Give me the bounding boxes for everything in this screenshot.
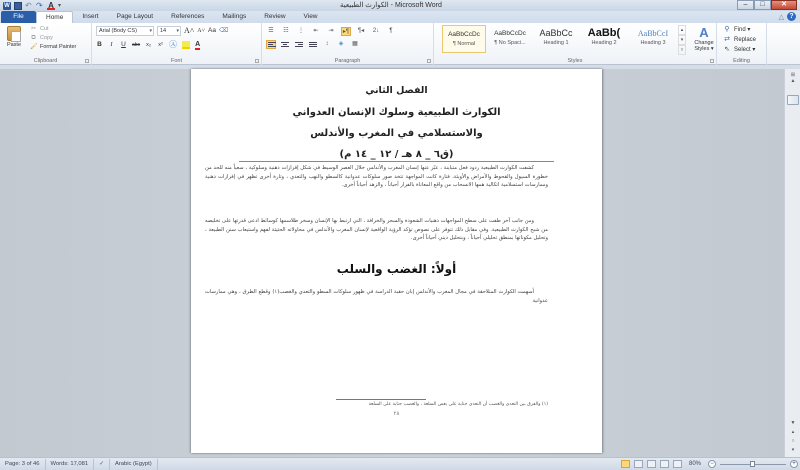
print-layout-view-button[interactable] [621,460,630,468]
gallery-more-button[interactable]: ▿ [678,45,686,55]
zoom-out-button[interactable]: − [708,460,716,468]
select-button[interactable] [723,45,756,55]
font-size-combo[interactable]: 14 ▾ [157,26,181,36]
clear-formatting-icon[interactable]: ⌫ [218,27,229,34]
paste-label: Paste [6,42,22,48]
zoom-slider[interactable] [720,460,786,468]
footnote-separator [336,399,426,400]
page-count[interactable]: Page: 3 of 46 [0,459,46,470]
replace-button[interactable] [723,35,756,45]
status-right [621,458,798,470]
brush-icon: 🖌 [30,44,38,50]
tab-references[interactable]: References [171,13,205,20]
tab-review[interactable]: Review [264,13,286,20]
customize-qat-icon[interactable]: ▾ [58,2,62,9]
style-preview: AaBbCc [539,28,573,38]
next-page-button[interactable]: ▾ [791,447,795,453]
style-name: Heading 1 [543,40,569,46]
word-count[interactable]: Words: 17,081 [46,459,95,470]
shading-icon[interactable]: ◈ [338,41,344,47]
style-heading-2[interactable] [582,25,626,53]
copy-button[interactable] [30,34,76,43]
help-icon[interactable]: ? [787,12,796,21]
title-line-3: (ق٦ _ ٨ هـ / ١٢ _ ١٤ م) [339,149,454,160]
format-painter-button[interactable] [30,43,76,52]
change-styles-button[interactable] [689,26,719,52]
styles-group-label: Styles [567,58,583,64]
style-no-spacing[interactable] [488,25,532,53]
style-heading-1[interactable] [534,25,578,53]
gallery-down-button[interactable]: ▾ [678,35,686,45]
font-group [92,23,262,65]
styles-gallery [441,25,729,55]
body-paragraph-3: أسهمت الكوارث المتلاحقة في مجال المغرب والأندلس إبان حقبة الدراسة في ظهور سلوكات السطو والتعدي والغصب(١) وقطع الطرق ، وهي ممارسات عدوانية [205,289,548,304]
multilevel-list-icon[interactable]: ⋮ [298,28,304,34]
underline-button[interactable]: U [121,41,126,48]
minimize-ribbon-icon[interactable]: △ [778,13,784,21]
document-page[interactable] [191,69,602,453]
page-number: ٢٨ [393,411,400,417]
tab-mailings[interactable]: Mailings [222,13,247,20]
style-preview: AaBbCcDc [494,30,526,37]
tab-page-layout[interactable]: Page Layout [116,13,154,20]
web-layout-view-button[interactable] [647,460,656,468]
help-area [779,12,796,21]
scroll-up-button[interactable]: ▲ [790,78,796,84]
find-button[interactable] [723,25,756,35]
status-bar [0,457,800,470]
align-center-icon[interactable] [280,40,290,49]
styles-gallery-scroll [678,25,686,53]
window-title: الكوارث الطبيعية - Microsoft Word [340,2,442,9]
increase-indent-icon[interactable]: ⇥ [328,28,334,34]
word-app-icon[interactable]: W [4,2,10,9]
quick-access-toolbar [0,0,66,11]
binoculars-icon: ⚲ [724,26,730,33]
clipboard-group [0,23,92,65]
font-group-label: Font [170,58,182,64]
find-label: Find ▾ [734,27,751,33]
zoom-in-button[interactable]: + [790,460,798,468]
left-to-right-icon[interactable]: ▸¶ [342,29,350,35]
clipboard-group-label: Clipboard [33,58,58,64]
copy-label: Copy [40,35,53,41]
outline-view-button[interactable] [660,460,669,468]
ribbon [0,23,800,65]
line-spacing-icon[interactable]: ↕ [325,41,329,47]
editing-group-label: Editing [733,58,750,64]
paragraph-group [262,23,434,65]
highlight-icon[interactable] [182,41,190,49]
draft-view-button[interactable] [673,460,682,468]
undo-icon[interactable]: ↶ [25,0,32,10]
tab-insert[interactable]: Insert [82,13,99,20]
zoom-level[interactable]: 80% [688,461,701,467]
change-styles-label: Change Styles ▾ [694,40,714,52]
scroll-down-button[interactable]: ▼ [790,420,796,426]
style-preview: AaBbCcDc [448,31,480,38]
paste-button[interactable] [4,26,24,48]
title-bar [0,0,800,11]
tab-file[interactable]: File [1,11,36,23]
cut-label: Cut [40,26,49,32]
ribbon-tabs [0,11,800,23]
close-button[interactable]: ✕ [771,0,797,10]
redo-icon[interactable]: ↷ [36,0,43,10]
copy-icon: ⧉ [31,35,36,41]
tab-view[interactable]: View [303,13,318,20]
vertical-scrollbar[interactable] [784,69,800,457]
font-color-qat-icon[interactable]: A [48,0,54,10]
cursor-icon: ⇖ [724,46,730,53]
select-label: Select ▾ [734,47,756,53]
font-color-icon[interactable]: A [195,40,201,48]
text-effects-icon[interactable]: Ⓐ [169,40,178,49]
font-name-combo[interactable]: Arial (Body CS) ▾ [96,26,154,36]
align-left-icon[interactable] [266,40,276,49]
save-icon[interactable] [14,2,22,10]
full-screen-reading-view-button[interactable] [634,460,643,468]
gallery-up-button[interactable]: ▴ [678,25,686,35]
decrease-indent-icon[interactable]: ⇤ [313,28,319,34]
shrink-font-button[interactable]: A˅ [197,28,206,34]
right-to-left-icon[interactable]: ¶◂ [357,28,365,34]
bold-button[interactable]: B [97,41,102,48]
title-line-2: والاستسلامي في المغرب والأندلس [310,128,483,139]
paste-icon [7,26,21,41]
style-name: Heading 3 [640,40,666,46]
style-preview: AaBb( [587,27,621,39]
numbering-icon[interactable]: ☷ [283,28,289,34]
align-right-icon[interactable] [294,40,304,49]
show-marks-icon[interactable]: ¶ [389,28,393,34]
language-indicator[interactable]: Arabic (Egypt) [110,459,158,470]
style-name: Heading 2 [591,40,617,46]
tab-home[interactable]: Home [36,11,73,23]
style-name: ¶ Normal [452,41,476,47]
maximize-button[interactable]: □ [754,0,771,10]
format-painter-label: Format Painter [40,44,77,50]
justify-icon[interactable] [308,40,318,49]
proofing-icon[interactable]: ✓ [94,459,110,470]
section-heading: أولاً: الغضب والسلب [336,262,457,276]
paragraph-launcher[interactable] [427,59,431,63]
scissors-icon: ✂ [30,26,37,32]
footnote: (١) والفرق بين التعدي والغصب أن التعدي جناية على بعض السلعة ، والغصب جناية على السلعة [368,402,548,407]
styles-launcher[interactable] [710,59,714,63]
style-normal[interactable] [442,25,486,53]
scroll-thumb[interactable] [787,95,799,105]
body-paragraph-2: ومن جانب آخر طفت على سطح المواجهات ذهنيات الشعوذة والسحر والخرافة ، التي ارتبط بها الإنسان وسخر طلاسمها كوسائط ادعى قدرتها على تخليصه من شبح الكوارث الطبيعية. وفي مقابل ذلك نتوفر على نصوص تؤكد الرؤية الواقعية لإنسان المغرب والأندلس في محاولاته الحثيثة لفهم واستيعاب سنن الطبيعة ، وتحليل مكوناتها بمنطق تحليلي أحياناً ، وبتحليل ديني أحياناً أخرى. [205,218,548,242]
borders-icon[interactable]: ▦ [352,41,358,47]
title-line-1: الكوارث الطبيعية وسلوك الإنسان العدواني [292,107,501,118]
replace-label: Replace [734,37,757,43]
cut-button[interactable] [30,25,76,34]
paragraph-group-label: Paragraph [334,58,361,64]
bullets-icon[interactable]: ☰ [268,28,274,34]
style-name: ¶ No Spaci... [494,40,526,46]
ruler-toggle-icon[interactable]: ⊞ [790,72,796,78]
italic-button[interactable]: I [110,41,113,48]
select-browse-object-button[interactable]: ○ [791,438,795,444]
sort-icon[interactable]: 2↓ [372,28,380,34]
clipboard-launcher[interactable] [85,59,89,63]
superscript-button[interactable]: x² [158,42,163,48]
strikethrough-button[interactable]: abc [132,42,141,48]
zoom-slider-thumb[interactable] [750,461,755,467]
subscript-button[interactable]: x₂ [146,42,151,48]
document-area [0,69,784,457]
grow-font-button[interactable]: A˄ [184,26,195,35]
minimize-button[interactable]: – [737,0,754,10]
body-paragraph-1: كشفت الكوارث الطبيعية ردود فعل متباينة ، عبّر عنها إنسان المغرب والأندلس خلال العصر الوسيط في شكل إفرازات ذهنية وسلوكية ، سعياً منه للحد من خطورة السيول والقحوط والأمراض والأوبئة، فتارة كانت المواجهة تتخذ صور سلوكات عدوانية كالسطو والنهب والتعدي ، وتارة أخرى تظهر في إفرازات ذهنية وممارسات استسلامية اتكالية همها الانسحاب من واقع المعاناة بالفرار أحياناً ، والزهد أحياناً أخرى. [205,165,548,189]
style-heading-3[interactable] [631,25,675,53]
replace-icon: ⇄ [724,36,730,43]
editing-group [717,23,767,65]
window-controls [737,0,797,10]
change-styles-icon: A [699,25,709,40]
change-case-button[interactable]: Aa [208,27,216,34]
style-preview: AaBbCcI [637,29,669,38]
title-divider [239,161,554,162]
font-launcher[interactable] [255,59,259,63]
chapter-label: الفصل الثاني [365,85,428,96]
previous-page-button[interactable]: ▴ [791,429,795,435]
